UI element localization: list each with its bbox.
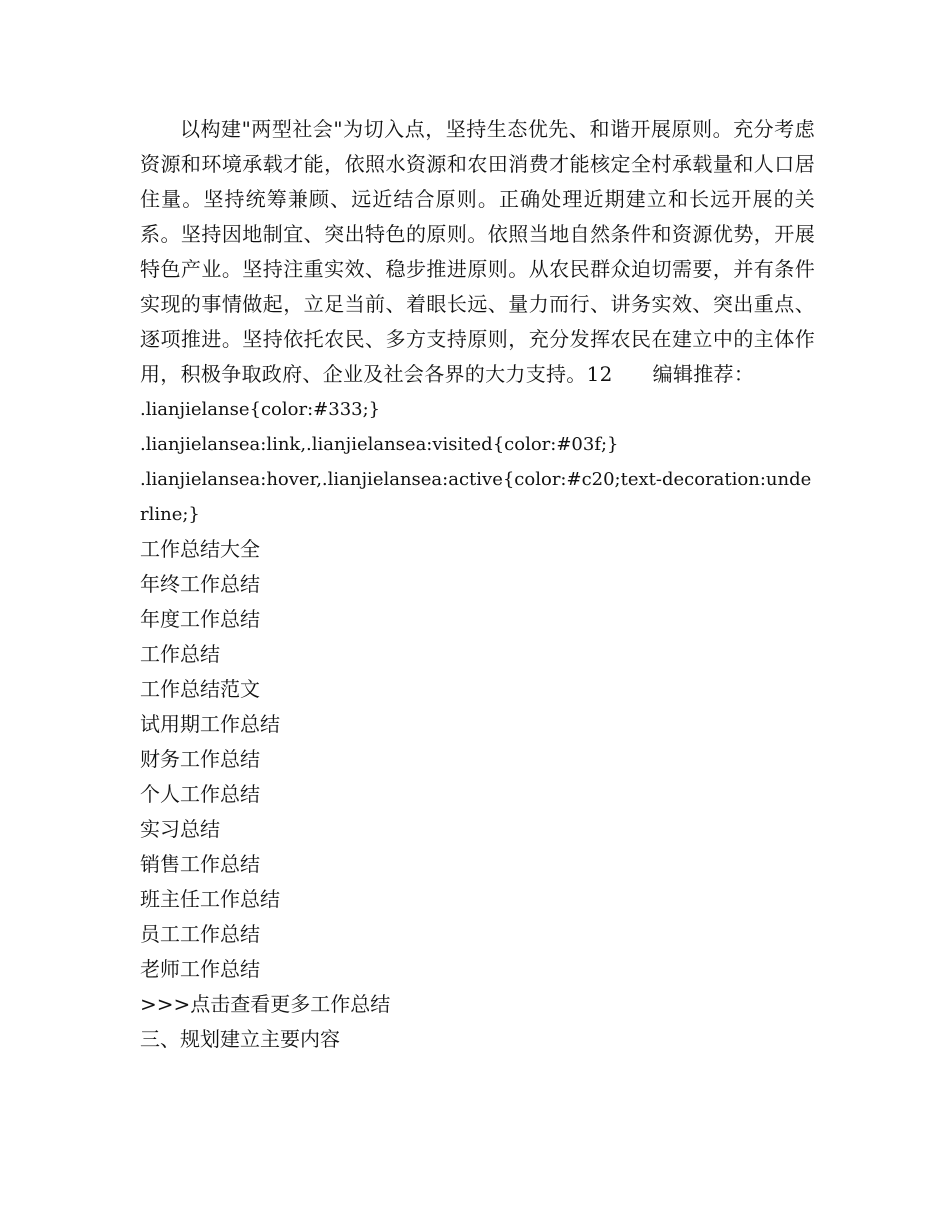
list-item[interactable]: 年度工作总结	[140, 607, 260, 631]
css-line-2: .lianjielansea:link,.lianjielansea:visited{color:#03f;}	[140, 434, 619, 455]
body-paragraph	[140, 112, 815, 392]
recommend-label: 编辑推荐：	[652, 362, 755, 386]
list-item[interactable]: 工作总结	[140, 642, 220, 666]
list-item[interactable]: 老师工作总结	[140, 957, 260, 981]
recommend-list	[140, 532, 815, 987]
list-item[interactable]: 工作总结范文	[140, 677, 260, 701]
list-item[interactable]: 个人工作总结	[140, 782, 260, 806]
section-heading: 三、规划建立主要内容	[140, 1027, 340, 1051]
css-line-1: .lianjielanse{color:#333;}	[140, 399, 381, 420]
list-item[interactable]: 员工工作总结	[140, 922, 260, 946]
document-page	[140, 112, 815, 1057]
list-item[interactable]: 班主任工作总结	[140, 887, 280, 911]
css-line-3: .lianjielansea:hover,.lianjielansea:active{color:#c20;text-decoration:underline;}	[140, 469, 812, 525]
list-item[interactable]: 工作总结大全	[140, 537, 260, 561]
list-item[interactable]: 销售工作总结	[140, 852, 260, 876]
list-item[interactable]: 年终工作总结	[140, 572, 260, 596]
list-item[interactable]: 实习总结	[140, 817, 220, 841]
paragraph-text: 以构建"两型社会"为切入点，坚持生态优先、和谐开展原则。充分考虑资源和环境承载才能，依照水资源和农田消费才能核定全村承载量和人口居住量。坚持统筹兼顾、远近结合原则。正确处理近期建立和长远开展的关系。坚持因地制宜、突出特色的原则。依照当地自然条件和资源优势，开展特色产业。坚持注重实效、稳步推进原则。从农民群众迫切需要，并有条件实现的事情做起，立足当前、着眼长远、量力而行、讲务实效、突出重点、逐项推进。坚持依托农民、多方支持原则，充分发挥农民在建立中的主体作用，积极争取政府、企业及社会各界的大力支持。12	[140, 117, 815, 386]
list-item[interactable]: 试用期工作总结	[140, 712, 280, 736]
list-item[interactable]: 财务工作总结	[140, 747, 260, 771]
more-link[interactable]: >>>点击查看更多工作总结	[140, 992, 391, 1016]
